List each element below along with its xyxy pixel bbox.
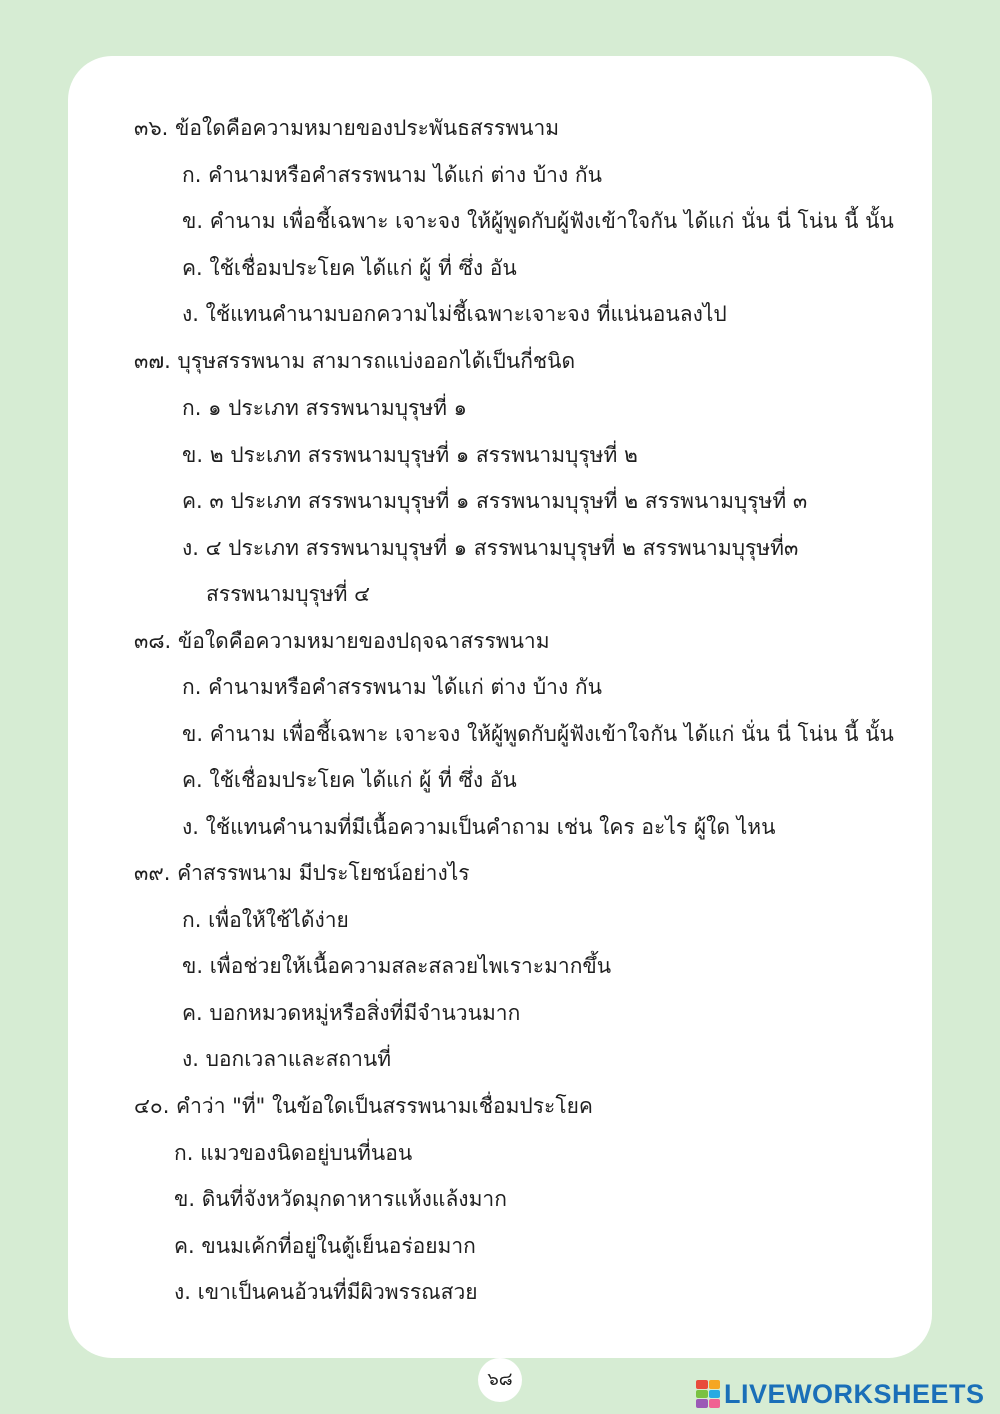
question-37-option-d[interactable]: ง. ๔ ประเภท สรรพนามบุรุษที่ ๑ สรรพนามบุรุษที่ ๒ สรรพนามบุรุษที่๓ — [182, 536, 799, 560]
question-38-stem: ๓๘. ข้อใดคือความหมายของปฤจฉาสรรพนาม — [134, 629, 550, 653]
question-39-stem: ๓๙. คำสรรพนาม มีประโยชน์อย่างไร — [134, 861, 470, 885]
question-39-option-c[interactable]: ค. บอกหมวดหมู่หรือสิ่งที่มีจำนวนมาก — [182, 1001, 521, 1025]
question-40-stem: ๔๐. คำว่า "ที่" ในข้อใดเป็นสรรพนามเชื่อมประโยค — [134, 1094, 593, 1118]
question-39-option-a[interactable]: ก. เพื่อให้ใช้ได้ง่าย — [182, 908, 349, 932]
question-36-option-b[interactable]: ข. คำนาม เพื่อชี้เฉพาะ เจาะจง ให้ผู้พูดกับผู้ฟังเข้าใจกัน ได้แก่ นั่น นี่ โน่น นี้ นั้น — [182, 209, 894, 233]
question-39-option-b[interactable]: ข. เพื่อช่วยให้เนื้อความสละสลวยไพเราะมากขึ้น — [182, 954, 612, 978]
question-37-option-a[interactable]: ก. ๑ ประเภท สรรพนามบุรุษที่ ๑ — [182, 396, 468, 420]
question-38-option-b[interactable]: ข. คำนาม เพื่อชี้เฉพาะ เจาะจง ให้ผู้พูดกับผู้ฟังเข้าใจกัน ได้แก่ นั่น นี่ โน่น นี้ นั้น — [182, 722, 894, 746]
question-37-stem: ๓๗. บุรุษสรรพนาม สามารถแบ่งออกได้เป็นกี่ชนิด — [134, 349, 576, 373]
question-40-option-c[interactable]: ค. ขนมเค้กที่อยู่ในตู้เย็นอร่อยมาก — [174, 1234, 476, 1258]
liveworksheets-logo-icon — [696, 1380, 720, 1408]
question-37-option-d-continued[interactable]: สรรพนามบุรุษที่ ๔ — [206, 582, 371, 606]
question-38-option-c[interactable]: ค. ใช้เชื่อมประโยค ได้แก่ ผู้ ที่ ซึ่ง อัน — [182, 768, 517, 792]
question-40-option-b[interactable]: ข. ดินที่จังหวัดมุกดาหารแห้งแล้งมาก — [174, 1187, 507, 1211]
brand-name: LIVEWORKSHEETS — [724, 1378, 985, 1409]
question-40-option-d[interactable]: ง. เขาเป็นคนอ้วนที่มีผิวพรรณสวย — [174, 1280, 478, 1304]
page-number: ๖๘ — [478, 1358, 522, 1402]
question-36-option-a[interactable]: ก. คำนามหรือคำสรรพนาม ได้แก่ ต่าง บ้าง กัน — [182, 163, 602, 187]
question-36-option-c[interactable]: ค. ใช้เชื่อมประโยค ได้แก่ ผู้ ที่ ซึ่ง อัน — [182, 256, 517, 280]
question-36-option-d[interactable]: ง. ใช้แทนคำนามบอกความไม่ชี้เฉพาะเจาะจง ที่แน่นอนลงไป — [182, 302, 727, 326]
question-40-option-a[interactable]: ก. แมวของนิดอยู่บนที่นอน — [174, 1141, 413, 1165]
question-38-option-a[interactable]: ก. คำนามหรือคำสรรพนาม ได้แก่ ต่าง บ้าง กัน — [182, 675, 602, 699]
question-39-option-d[interactable]: ง. บอกเวลาและสถานที่ — [182, 1047, 392, 1071]
question-37-option-b[interactable]: ข. ๒ ประเภท สรรพนามบุรุษที่ ๑ สรรพนามบุรุษที่ ๒ — [182, 443, 638, 467]
question-36-stem: ๓๖. ข้อใดคือความหมายของประพันธสรรพนาม — [134, 116, 560, 140]
liveworksheets-brand — [696, 1376, 985, 1412]
question-38-option-d[interactable]: ง. ใช้แทนคำนามที่มีเนื้อความเป็นคำถาม เช่น ใคร อะไร ผู้ใด ไหน — [182, 815, 776, 839]
question-37-option-c[interactable]: ค. ๓ ประเภท สรรพนามบุรุษที่ ๑ สรรพนามบุรุษที่ ๒ สรรพนามบุรุษที่ ๓ — [182, 489, 808, 513]
